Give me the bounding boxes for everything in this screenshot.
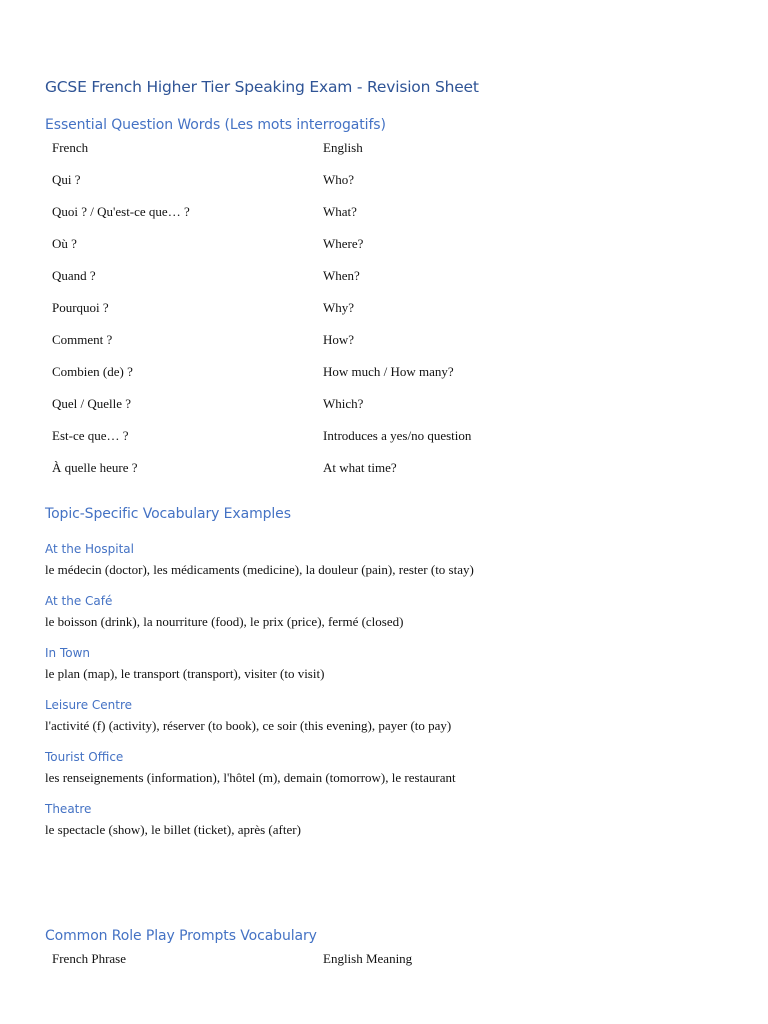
english-cell: At what time? xyxy=(323,460,397,475)
section-heading-cafe: At the Café xyxy=(45,594,113,608)
role-play-heading: Common Role Play Prompts Vocabulary xyxy=(45,928,317,944)
french-cell: À quelle heure ? xyxy=(52,460,138,475)
column-header-english: English xyxy=(323,140,363,155)
section-heading-in-town: In Town xyxy=(45,646,91,660)
section-heading-theatre: Theatre xyxy=(45,802,92,816)
french-cell: Quand ? xyxy=(52,268,96,283)
french-cell: Qui ? xyxy=(52,172,81,187)
english-cell: How much / How many? xyxy=(323,364,454,379)
french-cell: Quoi ? / Qu'est-ce que… ? xyxy=(52,204,190,219)
english-cell: When? xyxy=(323,268,360,283)
table-row xyxy=(45,236,605,268)
english-cell: Introduces a yes/no question xyxy=(323,428,472,443)
french-cell: Quel / Quelle ? xyxy=(52,396,132,411)
french-cell: Pourquoi ? xyxy=(52,300,109,315)
table-header-row xyxy=(45,951,605,983)
section-text-tourist-office: les renseignements (information), l'hôtel (m), demain (tomorrow), le restaurant xyxy=(45,770,456,785)
topic-vocab-heading: Topic-Specific Vocabulary Examples xyxy=(45,506,291,522)
french-cell: Combien (de) ? xyxy=(52,364,133,379)
english-cell: Which? xyxy=(323,396,364,411)
question-words-heading: Essential Question Words (Les mots interrogatifs) xyxy=(45,117,386,133)
section-heading-leisure-centre: Leisure Centre xyxy=(45,698,133,712)
section-heading-hospital: At the Hospital xyxy=(45,542,134,556)
column-header-french: French xyxy=(52,140,89,155)
table-row xyxy=(45,364,605,396)
table-row xyxy=(45,396,605,428)
english-cell: Why? xyxy=(323,300,355,315)
section-heading-tourist-office: Tourist Office xyxy=(45,750,124,764)
column-header-french-phrase: French Phrase xyxy=(52,951,127,966)
table-row xyxy=(45,172,605,204)
french-cell: Où ? xyxy=(52,236,77,251)
section-text-in-town: le plan (map), le transport (transport), visiter (to visit) xyxy=(45,666,325,681)
table-row xyxy=(45,332,605,364)
table-row xyxy=(45,204,605,236)
section-text-leisure-centre: l'activité (f) (activity), réserver (to book), ce soir (this evening), payer (to pay) xyxy=(45,718,452,733)
french-cell: Est-ce que… ? xyxy=(52,428,129,443)
section-text-cafe: le boisson (drink), la nourriture (food), le prix (price), fermé (closed) xyxy=(45,614,404,629)
section-text-hospital: le médecin (doctor), les médicaments (medicine), la douleur (pain), rester (to stay) xyxy=(45,562,474,577)
section-text-theatre: le spectacle (show), le billet (ticket), après (after) xyxy=(45,822,301,837)
table-row xyxy=(45,460,605,492)
english-cell: Who? xyxy=(323,172,355,187)
french-cell: Comment ? xyxy=(52,332,113,347)
table-row xyxy=(45,300,605,332)
table-row xyxy=(45,428,605,460)
english-cell: Where? xyxy=(323,236,364,251)
english-cell: How? xyxy=(323,332,355,347)
table-row xyxy=(45,268,605,300)
column-header-english-meaning: English Meaning xyxy=(323,951,413,966)
table-header-row xyxy=(45,140,605,172)
page-title: GCSE French Higher Tier Speaking Exam - Revision Sheet xyxy=(45,78,479,96)
english-cell: What? xyxy=(323,204,357,219)
